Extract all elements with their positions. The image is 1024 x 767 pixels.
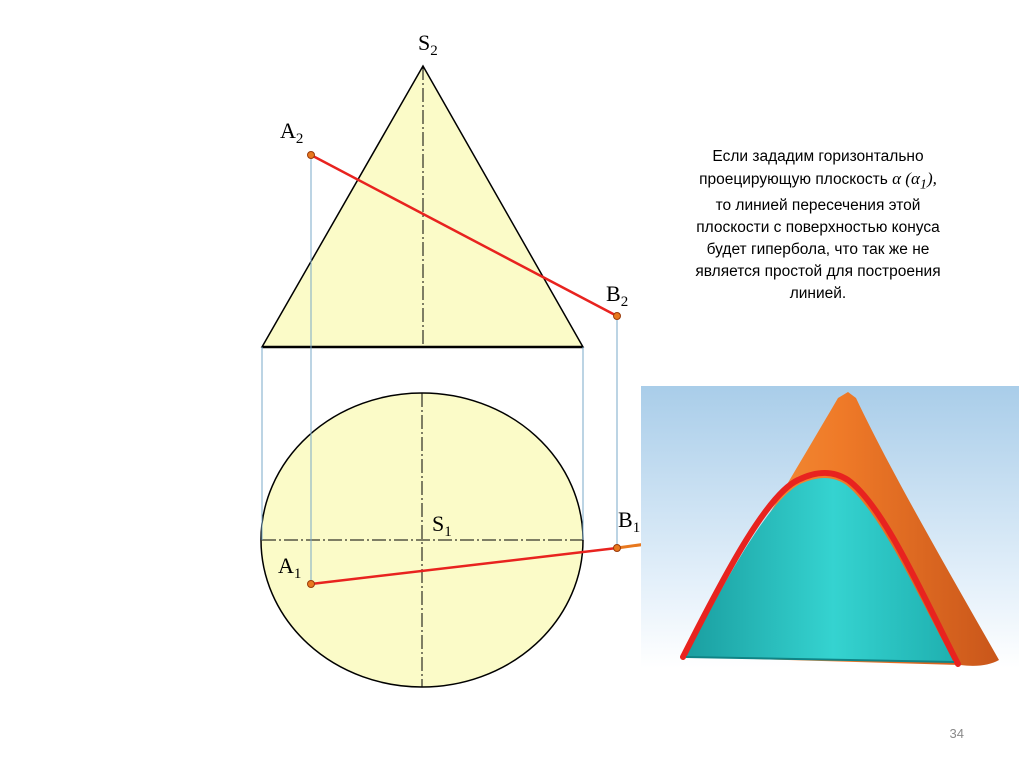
label-b2: $B_2$	[606, 281, 629, 310]
description-text	[668, 146, 998, 305]
point-b2	[614, 313, 621, 320]
description-line-7: линией.	[789, 285, 847, 303]
label-a2: $A_2$	[280, 118, 304, 147]
description-line-4: плоскости с поверхностью конуса	[696, 219, 940, 237]
label-s2: $S_2$	[418, 30, 438, 59]
page-number: 34	[949, 726, 964, 741]
label-b1: $B_1$	[618, 507, 641, 536]
description-line-3: то линией пересечения этой	[715, 197, 921, 215]
point-a2	[308, 152, 315, 159]
description-line-5: будет гипербола, что так же не	[706, 241, 930, 259]
point-a1	[308, 581, 315, 588]
label-s1: $S_1$	[432, 511, 452, 540]
description-line-1: Если зададим горизонтально	[712, 148, 924, 165]
description-line-6: является простой для построения	[695, 263, 941, 281]
description-line-2: проецирующую плоскость α $(\alpha_1)$,	[699, 169, 937, 193]
cone-3d-illustration	[641, 386, 1019, 668]
point-b1	[614, 545, 621, 552]
label-a1: $A_1$	[278, 553, 302, 582]
